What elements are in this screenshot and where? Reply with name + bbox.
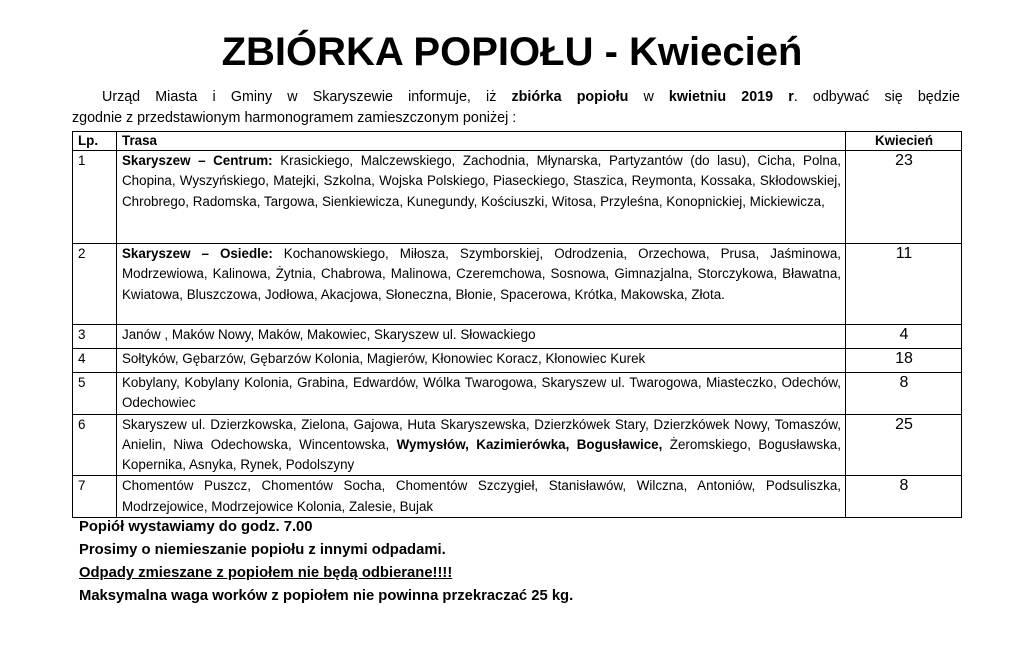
row-day: 11 — [846, 244, 962, 325]
intro-text-3: . odbywać się będzie — [793, 89, 960, 105]
route-text: Kochanowskiego, Miłosza, Szymborskiej, Odrodzenia, Orzechowa, Prusa, Jaśminowa, Modrzewiowa, Kalinowa, Żytnia, Chabrowa, Malinowa, Czeremchowa, Sosnowa, Gimnazjalna, Storczykowa, Bławatna, Kwiatowa, Bluszczowa, Jodłowa, Akacjowa, Słoneczna, Błonie, Spacerowa, Krótka, Makowska, Złota. — [122, 246, 841, 302]
intro-bold-1: zbiórka popiołu — [511, 89, 629, 105]
row-route — [117, 349, 846, 373]
row-route — [117, 244, 846, 325]
row-day: 4 — [846, 325, 962, 349]
row-number: 6 — [73, 414, 117, 476]
note-time: Popiół wystawiamy do godz. 7.00 — [79, 519, 313, 535]
route-text: Sołtyków, Gębarzów, Gębarzów Kolonia, Magierów, Kłonowiec Koracz, Kłonowiec Kurek — [122, 351, 646, 366]
row-number: 7 — [73, 476, 117, 518]
note-weight: Maksymalna waga worków z popiołem nie powinna przekraczać 25 kg. — [79, 588, 574, 604]
route-text: Krasickiego, Malczewskiego, Zachodnia, Młynarska, Partyzantów (do lasu), Cicha, Polna, Chopina, Wyszyńskiego, Matejki, Szkolna, Wojska Polskiego, Piaseckiego, Staszica, Reymonta, Kossaka, Skłodowskiej, Chrobrego, Radomska, Targowa, Sienkiewicza, Kunegundy, Kościuszki, Witosa, Przyleśna, Konopnickiej, Mickiewicza, — [122, 153, 842, 209]
notes-block — [79, 516, 573, 608]
row-route — [117, 414, 846, 476]
table-row — [73, 373, 962, 415]
route-bold-prefix: Skaryszew – Centrum: — [122, 153, 273, 168]
intro-line-1 — [72, 87, 960, 108]
schedule-table — [72, 131, 962, 518]
row-number: 2 — [73, 244, 117, 325]
header-route: Trasa — [117, 132, 846, 151]
route-text-end: Żeromskiego, Bogusławska, Kopernika, Asnyka, Rynek, Podolszyny — [122, 436, 841, 473]
table-row — [73, 151, 962, 244]
intro-paragraph — [72, 87, 960, 129]
row-day: 23 — [846, 151, 962, 244]
page-title: ZBIÓRKA POPIOŁU - Kwiecień — [221, 30, 803, 74]
intro-line-2: zgodnie z przedstawionym harmonogramem zamieszczonym poniżej : — [72, 110, 517, 126]
row-day: 8 — [846, 373, 962, 415]
row-day: 25 — [846, 414, 962, 476]
note-warning: Odpady zmieszane z popiołem nie będą odbierane!!!! — [79, 565, 453, 581]
table-row — [73, 325, 962, 349]
route-text: Kobylany, Kobylany Kolonia, Grabina, Edwardów, Wólka Twarogowa, Skaryszew ul. Twarogowa, Miasteczko, Odechów, Odechowiec — [122, 375, 841, 411]
row-route — [117, 373, 846, 415]
table-header-row — [73, 132, 962, 151]
table-row — [73, 476, 962, 518]
row-day: 8 — [846, 476, 962, 518]
header-lp: Lp. — [73, 132, 117, 151]
intro-bold-2: kwietniu 2019 r — [668, 89, 794, 105]
table-row — [73, 414, 962, 476]
note-no-mixing: Prosimy o niemieszanie popiołu z innymi odpadami. — [79, 542, 446, 558]
route-bold-mid: Wymysłów, Kazimierówka, Bogusławice, — [396, 436, 663, 452]
row-route — [117, 325, 846, 349]
route-bold-prefix: Skaryszew – Osiedle: — [122, 246, 273, 261]
row-number: 5 — [73, 373, 117, 415]
route-text: Chomentów Puszcz, Chomentów Socha, Chomentów Szczygieł, Stanisławów, Wilczna, Antoniów, Podsuliszka, Modrzejowice, Modrzejowice Kolonia, Zalesie, Bujak — [122, 478, 841, 514]
header-month: Kwiecień — [846, 132, 962, 151]
route-text: Skaryszew ul. Dzierzkowska, Zielona, Gajowa, Huta Skaryszewska, Dzierzkówek Stary, Dzierzkówek Nowy, Tomaszów, Anielin, Niwa Odechowska, Wincentowska, — [122, 416, 841, 452]
intro-text-2: w — [628, 89, 669, 105]
route-text: Janów , Maków Nowy, Maków, Makowiec, Skaryszew ul. Słowackiego — [122, 327, 536, 342]
row-route — [117, 151, 846, 244]
row-number: 3 — [73, 325, 117, 349]
table-row — [73, 349, 962, 373]
table-row — [73, 244, 962, 325]
row-route — [117, 476, 846, 518]
row-number: 4 — [73, 349, 117, 373]
row-day: 18 — [846, 349, 962, 373]
intro-text-1: Urząd Miasta i Gminy w Skaryszewie informuje, iż — [102, 89, 512, 105]
row-number: 1 — [73, 151, 117, 244]
